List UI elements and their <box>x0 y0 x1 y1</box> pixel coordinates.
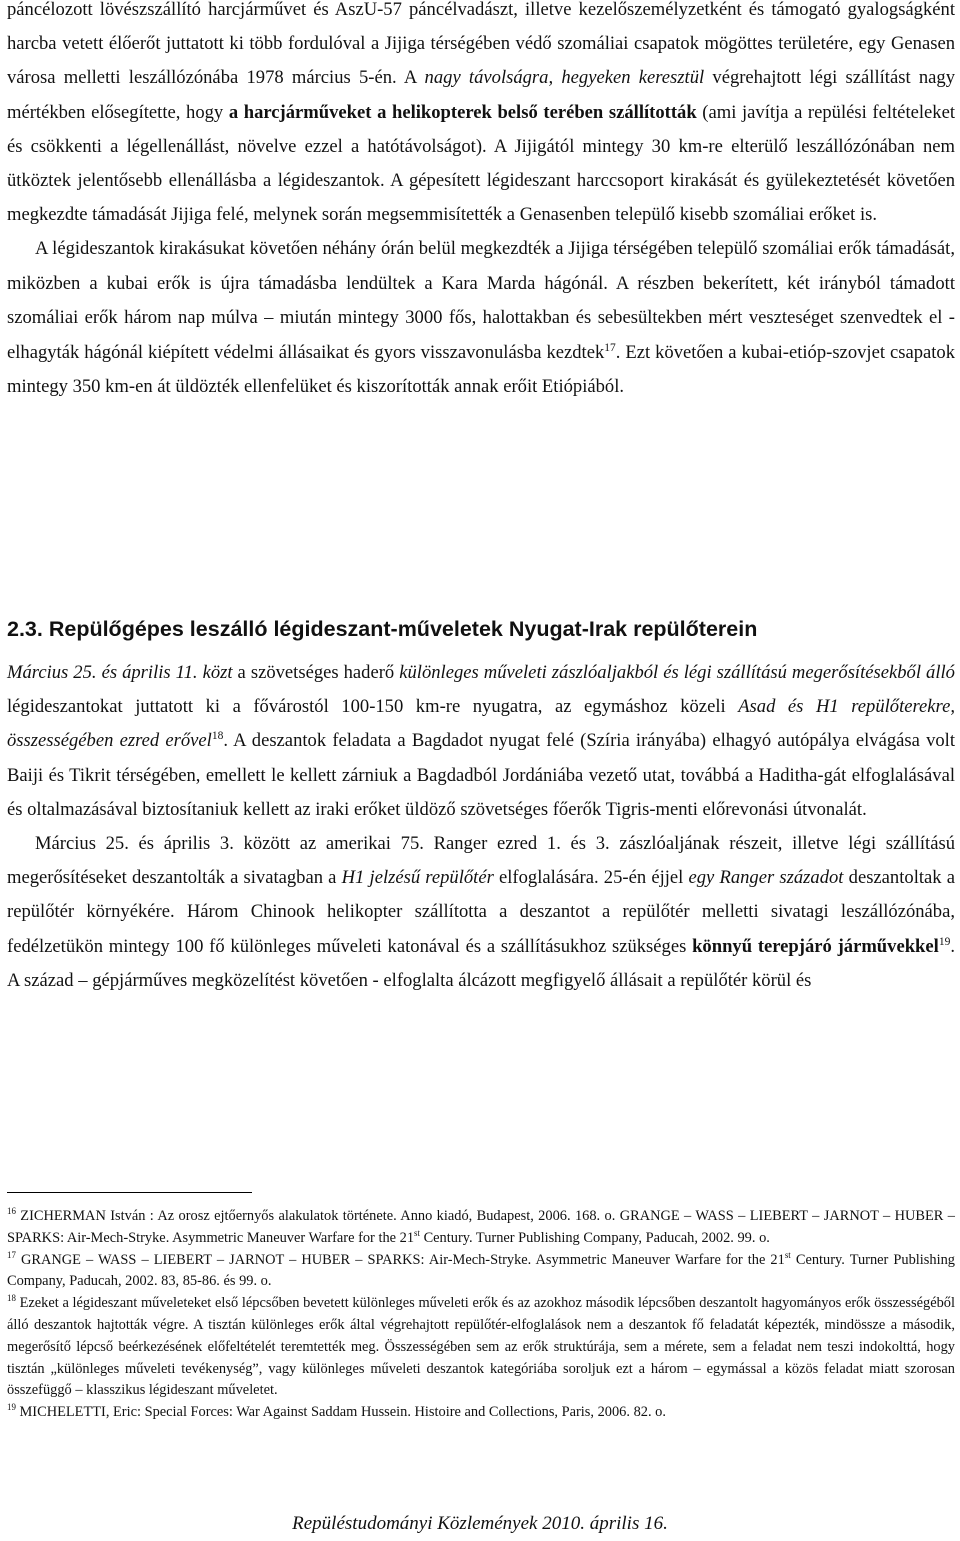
ordinal-suffix: st <box>784 1249 791 1260</box>
body-text-top <box>7 0 955 405</box>
footnote-16 <box>7 1206 955 1250</box>
footnote-number: 17 <box>7 1249 16 1260</box>
para1-bold-1: a harcjárműveket a helikopterek belső terében szállították <box>228 101 697 123</box>
para3-italic-1: Március 25. és április 11. <box>7 662 198 683</box>
para3-italic-3: különleges műveleti zászlóaljakból és légi szállítású megerősítésekből álló <box>399 662 955 683</box>
para2-text-2: . Ezt követően a kubai-etióp-szovjet csapatok mintegy 350 km-en át üldözték ellenfelüket és kiszorították annak erőit Etiópiából. <box>7 341 956 398</box>
paragraph-3 <box>7 656 955 827</box>
footnote-18 <box>7 1293 955 1402</box>
para3-italic-2: közt <box>202 662 233 683</box>
footnote-number: 16 <box>7 1206 16 1217</box>
footnote-ref-18[interactable]: 18 <box>211 730 224 743</box>
footnote-separator <box>7 1192 252 1193</box>
para1-text-3: (ami javítja a repülési feltételeket és csökkenti a légellenállást, növelve ezzel a hatótávolságot). A Jijigától mintegy 30 km-re elterülő leszállózónában nem ütköztek jelentősebb ellenállásba a légideszantok. A gépesített légideszant harccsoport kirakását és gyülekeztetését követően megkezdte támadását Jijiga felé, melynek során megsemmisítették a Genasenben települő kisebb szomáliai erőket is. <box>7 101 955 226</box>
footnote-ref-19[interactable]: 19 <box>938 935 951 948</box>
para1-italic-1: nagy távolságra, hegyeken keresztül <box>424 67 705 89</box>
para3-text-4: . A deszantok feladata a Bagdadot nyugat felé (Szíria irányába) elhagyó autópálya elvágása volt Baiji és Tikrit térségében, emellett le kellett zárniuk a Bagdadból Jordániába vezető utat, továbbá a Haditha-gát elfoglalásával és oltalmazásával biztosítaniuk kellett az iraki erőket üldöző szövetséges főerők Tigris-menti előrevonási útvonalát. <box>7 730 955 820</box>
para3-text-3: légideszantokat juttatott ki a fővárostól 100-150 km-re nyugatra, az egymáshoz közeli <box>7 696 739 718</box>
body-text-section <box>7 656 955 998</box>
footnote-17 <box>7 1250 955 1294</box>
footnote-number: 18 <box>7 1293 16 1304</box>
para4-italic-1: H1 jelzésű repülőtér <box>341 867 494 889</box>
paragraph-1 <box>7 0 955 232</box>
para2-text-1: A légideszantok kirakásukat követően néhány órán belül megkezdték a Jijiga térségében települő szomáliai erők támadását, miközben a kubai erők is újra támadásba lendültek a Kara Marda hágónál. A részben bekerített, két irányból támadott szomáliai erők három nap múlva – miután mintegy 3000 fős, halottakban és sebesültekben mért veszteséget szenvedtek el - elhagyták hágónál kiépített védelmi állásaikat és gyors visszavonulásba kezdtek <box>7 238 955 363</box>
paragraph-4 <box>7 827 955 998</box>
para3-italic-4: Asad és H1 repülőterekre, összességében ezred erővel <box>7 696 955 752</box>
footnote-text: GRANGE – WASS – LIEBERT – JARNOT – HUBER – SPARKS: Air-Mech-Stryke. Asymmetric Maneuver Warfare for the 21 <box>15 1251 785 1268</box>
para4-text-2: elfoglalására. 25-én éjjel <box>493 867 689 889</box>
footnotes <box>7 1206 955 1424</box>
paragraph-2 <box>7 232 955 405</box>
section-heading: 2.3. Repülőgépes leszálló légideszant-műveletek Nyugat-Irak repülőterein <box>7 617 758 641</box>
footnote-text: MICHELETTI, Eric: Special Forces: War Against Saddam Hussein. Histoire and Collections, Paris, 2006. 82. o. <box>15 1404 666 1421</box>
para1-text-2: végrehajtott légi szállítást nagy mértékben elősegítette, hogy <box>7 67 955 123</box>
footnote-text: Ezeket a légideszant műveleteket első lépcsőben bevetett különleges műveleti erők és az azokhoz második lépcsőben deszantolt hagyományos erők összességéből álló deszantok hajtották végre. A tisztán különleges erők által végrehajtott repülőtér-elfoglalások nem a deszantok fő feladatát képezték, mindössze a második, megerősítő lépcső beérkezésének előfeltételét teremtették meg. Összességében sem az erők struktúrája, sem a mérete, sem a feladat nem teszi indokolttá, hogy tisztán „különleges műveleti tevékenység”, vagy különleges műveleti deszantok kategóriába soroljuk ezt a három – egymással a közös feladat miatt szorosan összefüggő – klasszikus légideszant műveletet. <box>7 1295 955 1399</box>
footnote-19 <box>7 1402 955 1424</box>
footnote-ref-17[interactable]: 17 <box>604 341 616 354</box>
para3-text-2: a szövetséges haderő <box>232 662 400 683</box>
page-footer: Repüléstudományi Közlemények 2010. április 16. <box>292 1513 668 1534</box>
para4-text-3: deszantoltak a repülőtér környékére. Három Chinook helikopter szállította a deszantot a repülőtér melletti sivatagi leszállózónába, fedélzetükön mintegy 100 fő különleges műveleti katonával és a szállításukhoz szükséges <box>7 867 956 957</box>
para4-italic-2: egy Ranger századot <box>688 867 844 889</box>
para4-text-4: . A század – gépjárműves megközelítést követően - elfoglalta álcázott megfigyelő állásait a repülőtér körül és <box>7 935 955 991</box>
footnote-text: ZICHERMAN István : Az orosz ejtőernyős alakulatok története. Anno kiadó, Budapest, 2006. 168. o. GRANGE – WASS – LIEBERT – JARNOT – HUBER – SPARKS: Air-Mech-Stryke. Asymmetric Maneuver Warfare for the 21 <box>7 1208 955 1246</box>
footnote-number: 19 <box>7 1402 16 1413</box>
ordinal-suffix: st <box>414 1228 420 1238</box>
footnote-text: Century. Turner Publishing Company, Paducah, 2002. 83, 85-86. és 99. o. <box>7 1251 955 1290</box>
para1-text-1: páncélozott lövészszállító harcjárművet és AszU-57 páncélvadászt, illetve kezelőszemélyzetként és támogató gyalogságként harcba vetett élőerőt juttatott ki több fordulóval a Jijiga térségében védő szomáliai csapatok mögöttes területére, egy Genasen városa melletti leszállózónába 1978 március 5-én. A <box>7 0 955 89</box>
footnote-text: Century. Turner Publishing Company, Paducah, 2002. 99. o. <box>419 1229 770 1246</box>
para4-text-1: Március 25. és április 3. között az amerikai 75. Ranger ezred 1. és 3. zászlóaljának részeit, illetve légi szállítású megerősítéseket deszantolták a sivatagban a <box>7 833 955 889</box>
para4-bold-1: könnyű terepjáró járművekkel <box>692 935 939 957</box>
